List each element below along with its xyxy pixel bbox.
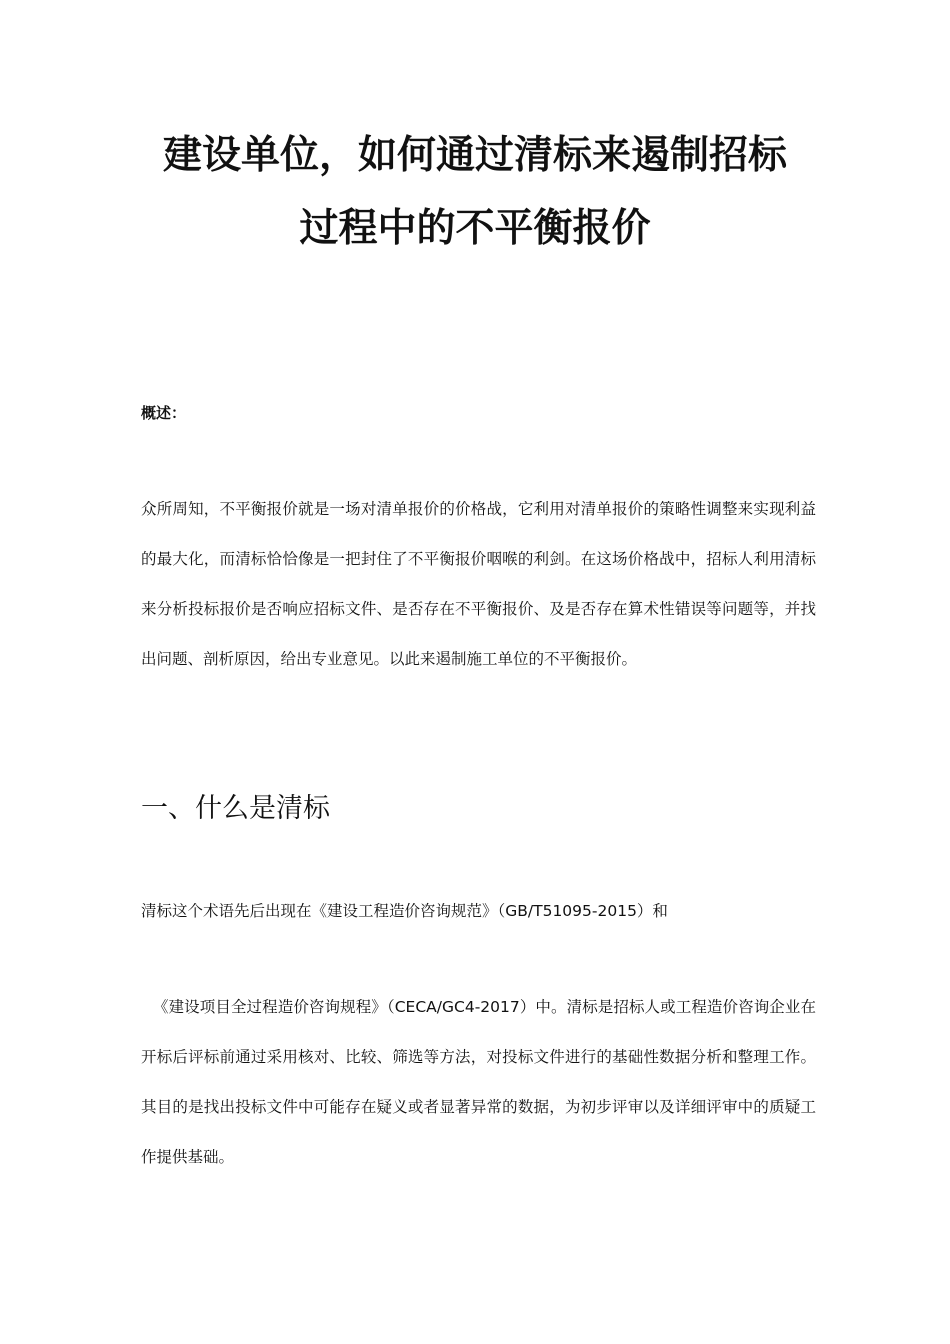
- section-1-intro-line: 清标这个术语先后出现在《建设工程造价咨询规范》（GB/T51095-2015）和: [141, 902, 668, 920]
- document-title-line-2: 过程中的不平衡报价: [299, 206, 651, 251]
- summary-paragraph: 众所周知，不平衡报价就是一场对清单报价的价格战，它利用对清单报价的策略性调整来实现利益的最大化，而清标恰恰像是一把封住了不平衡报价咽喉的利剑。在这场价格战中，招标人利用清标来分析投标报价是否响应招标文件、是否存在不平衡报价、及是否存在算术性错误等问题等，并找出问题、剖析原因，给出专业意见。以此来遏制施工单位的不平衡报价。: [141, 500, 816, 668]
- section-1-paragraph: 《建设项目全过程造价咨询规程》（CECA/GC4-2017）中。清标是招标人或工程造价咨询企业在开标后评标前通过采用核对、比较、筛选等方法，对投标文件进行的基础性数据分析和整理工作。其目的是找出投标文件中可能存在疑义或者显著异常的数据，为初步评审以及详细评审中的质疑工作提供基础。: [141, 998, 816, 1166]
- document-title-line-1: 建设单位，如何通过清标来遏制招标: [162, 133, 787, 178]
- summary-label: 概述：: [141, 404, 187, 422]
- section-1-heading: 一、什么是清标: [141, 793, 330, 824]
